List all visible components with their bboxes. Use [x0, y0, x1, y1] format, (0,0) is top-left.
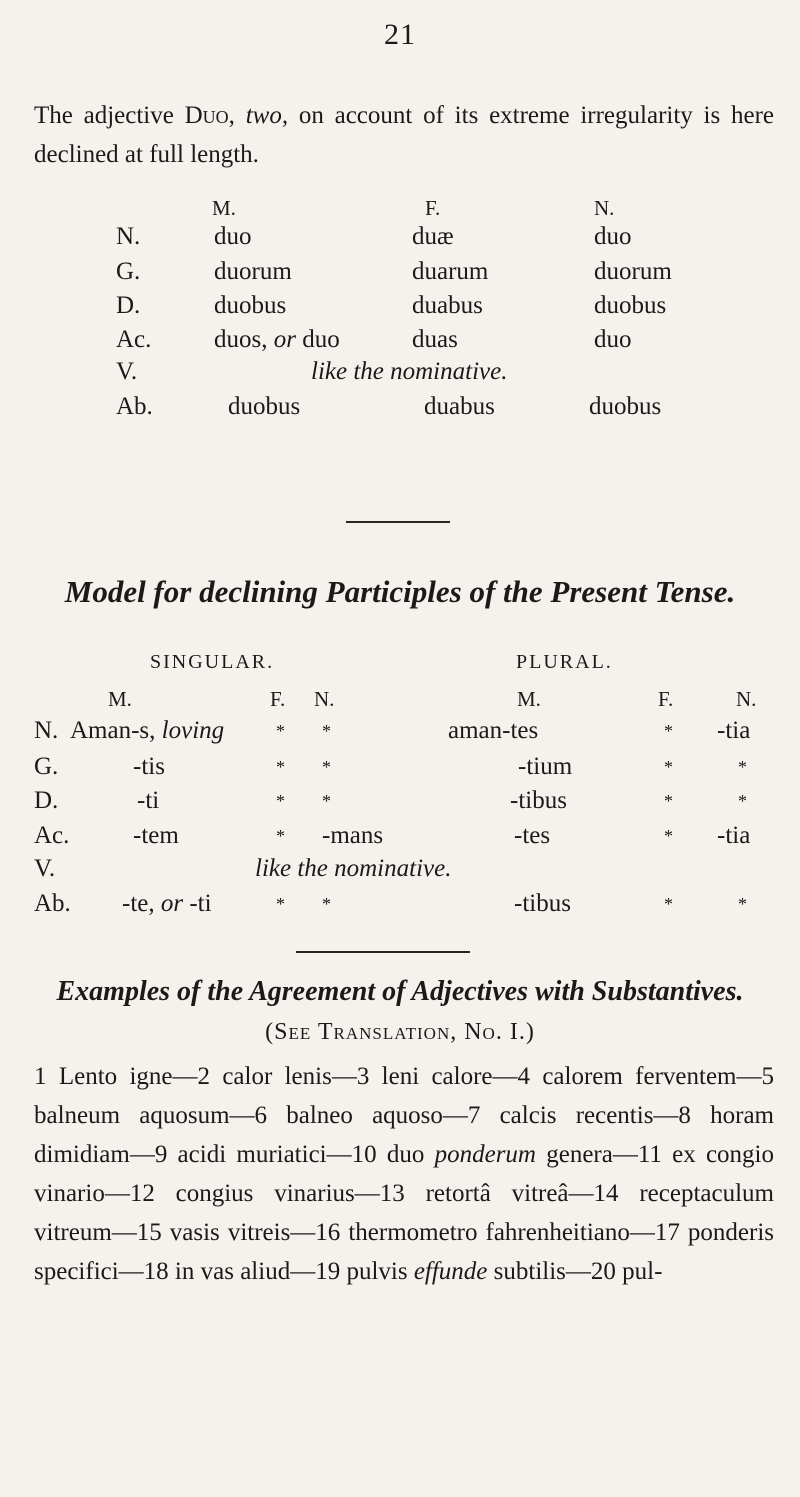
duo-cell: duobus — [214, 292, 287, 319]
plur-n-cell: * — [738, 894, 747, 914]
duo-header-f: F. — [425, 196, 441, 220]
duo-cell: duo — [214, 223, 252, 250]
plur-n-cell: * — [738, 791, 747, 811]
header-sing-n: N. — [314, 687, 335, 711]
section-divider — [346, 521, 450, 523]
sing-n-cell: * — [322, 791, 331, 811]
participles-heading: Model for declining Participles of the Present Tense. — [64, 574, 736, 609]
plur-f-cell: * — [664, 721, 673, 741]
sing-m-cell: -ti — [137, 787, 160, 814]
sing-f-cell: * — [276, 791, 285, 811]
examples-paragraph: 1 Lento igne—2 calor lenis—3 leni calore—4 calorem ferventem—5 balneum aquosum—6 balneo aquoso—7 calcis recentis—8 horam dimidiam—9 acidi muriatici—10 duo ponderum genera—11 ex congio vinario—12 congius vinarius—13 retortâ vitreâ—14 receptaculum vitreum—15 vasis vitreis—16 thermometro fahrenheitiano—17 ponderis specifici—18 in vas aliud—19 pulvis effunde subtilis—20 pul- — [34, 1063, 775, 1285]
duo-case-label: N. — [116, 223, 141, 250]
sing-m-cell: -tis — [133, 753, 165, 780]
plur-m-cell: -tibus — [514, 890, 571, 917]
case-label: V. — [34, 855, 56, 882]
duo-cell: duabus — [424, 393, 495, 420]
header-sing-m: M. — [108, 687, 132, 711]
sing-n-cell: -mans — [322, 822, 384, 849]
duo-header-m: M. — [212, 196, 236, 220]
sing-m-cell: -te, or -ti — [122, 890, 212, 917]
plur-n-cell: * — [738, 757, 747, 777]
sing-f-cell: * — [276, 757, 285, 777]
duo-cell: duobus — [228, 393, 301, 420]
section-divider — [296, 951, 470, 953]
duo-case-label: V. — [116, 358, 138, 385]
duo-case-label: D. — [116, 292, 141, 319]
case-label: G. — [34, 753, 59, 780]
duo-cell: duos, or duo — [214, 326, 340, 353]
duo-cell: duarum — [412, 258, 489, 285]
plur-f-cell: * — [664, 791, 673, 811]
header-sing-f: F. — [270, 687, 286, 711]
duo-cell: duobus — [589, 393, 662, 420]
duo-cell: duæ — [412, 223, 454, 250]
intro-word: Duo, — [184, 102, 235, 129]
case-label: Ac. — [34, 822, 70, 849]
intro-paragraph — [34, 96, 774, 174]
sing-f-cell: * — [276, 894, 285, 914]
plur-n-cell: -tia — [717, 822, 751, 849]
sing-m-cell: Aman-s, loving — [70, 717, 225, 744]
sing-n-cell: * — [322, 721, 331, 741]
duo-case-label: Ac. — [116, 326, 152, 353]
sing-n-cell: * — [322, 894, 331, 914]
duo-cell: duorum — [594, 258, 672, 285]
participle-vocative-note: like the nominative. — [255, 855, 452, 882]
plur-f-cell: * — [664, 757, 673, 777]
case-label: D. — [34, 787, 59, 814]
duo-cell: duas — [412, 326, 458, 353]
case-label: N. — [34, 717, 59, 744]
examples-subheading: (See Translation, No. I.) — [265, 1019, 535, 1045]
header-plur-f: F. — [658, 687, 674, 711]
sing-f-cell: * — [276, 721, 285, 741]
intro-gloss: two, — [245, 102, 289, 129]
intro-lead: The adjective — [34, 102, 174, 129]
singular-label: SINGULAR. — [150, 651, 275, 673]
plur-f-cell: * — [664, 894, 673, 914]
intro-rest: on account of its extreme irregularity is here declined at full length. — [34, 102, 775, 168]
duo-cell: duo — [594, 223, 632, 250]
duo-case-label: Ab. — [116, 393, 153, 420]
duo-header-n: N. — [594, 196, 615, 220]
sing-f-cell: * — [276, 826, 285, 846]
duo-cell: duabus — [412, 292, 483, 319]
plur-n-cell: -tia — [717, 717, 751, 744]
header-plur-n: N. — [736, 687, 757, 711]
plur-m-cell: aman-tes — [448, 717, 539, 744]
duo-cell: duorum — [214, 258, 292, 285]
duo-vocative-note: like the nominative. — [311, 358, 508, 385]
duo-cell: duo — [594, 326, 632, 353]
sing-m-cell: -tem — [133, 822, 179, 849]
page-number: 21 — [384, 18, 416, 51]
plural-label: PLURAL. — [516, 651, 613, 673]
duo-cell: duobus — [594, 292, 667, 319]
plur-m-cell: -tibus — [510, 787, 567, 814]
header-plur-m: M. — [517, 687, 541, 711]
examples-heading: Examples of the Agreement of Adjectives with Substantives. — [56, 976, 744, 1007]
case-label: Ab. — [34, 890, 71, 917]
sing-n-cell: * — [322, 757, 331, 777]
plur-f-cell: * — [664, 826, 673, 846]
plur-m-cell: -tium — [518, 753, 573, 780]
plur-m-cell: -tes — [514, 822, 551, 849]
duo-case-label: G. — [116, 258, 141, 285]
